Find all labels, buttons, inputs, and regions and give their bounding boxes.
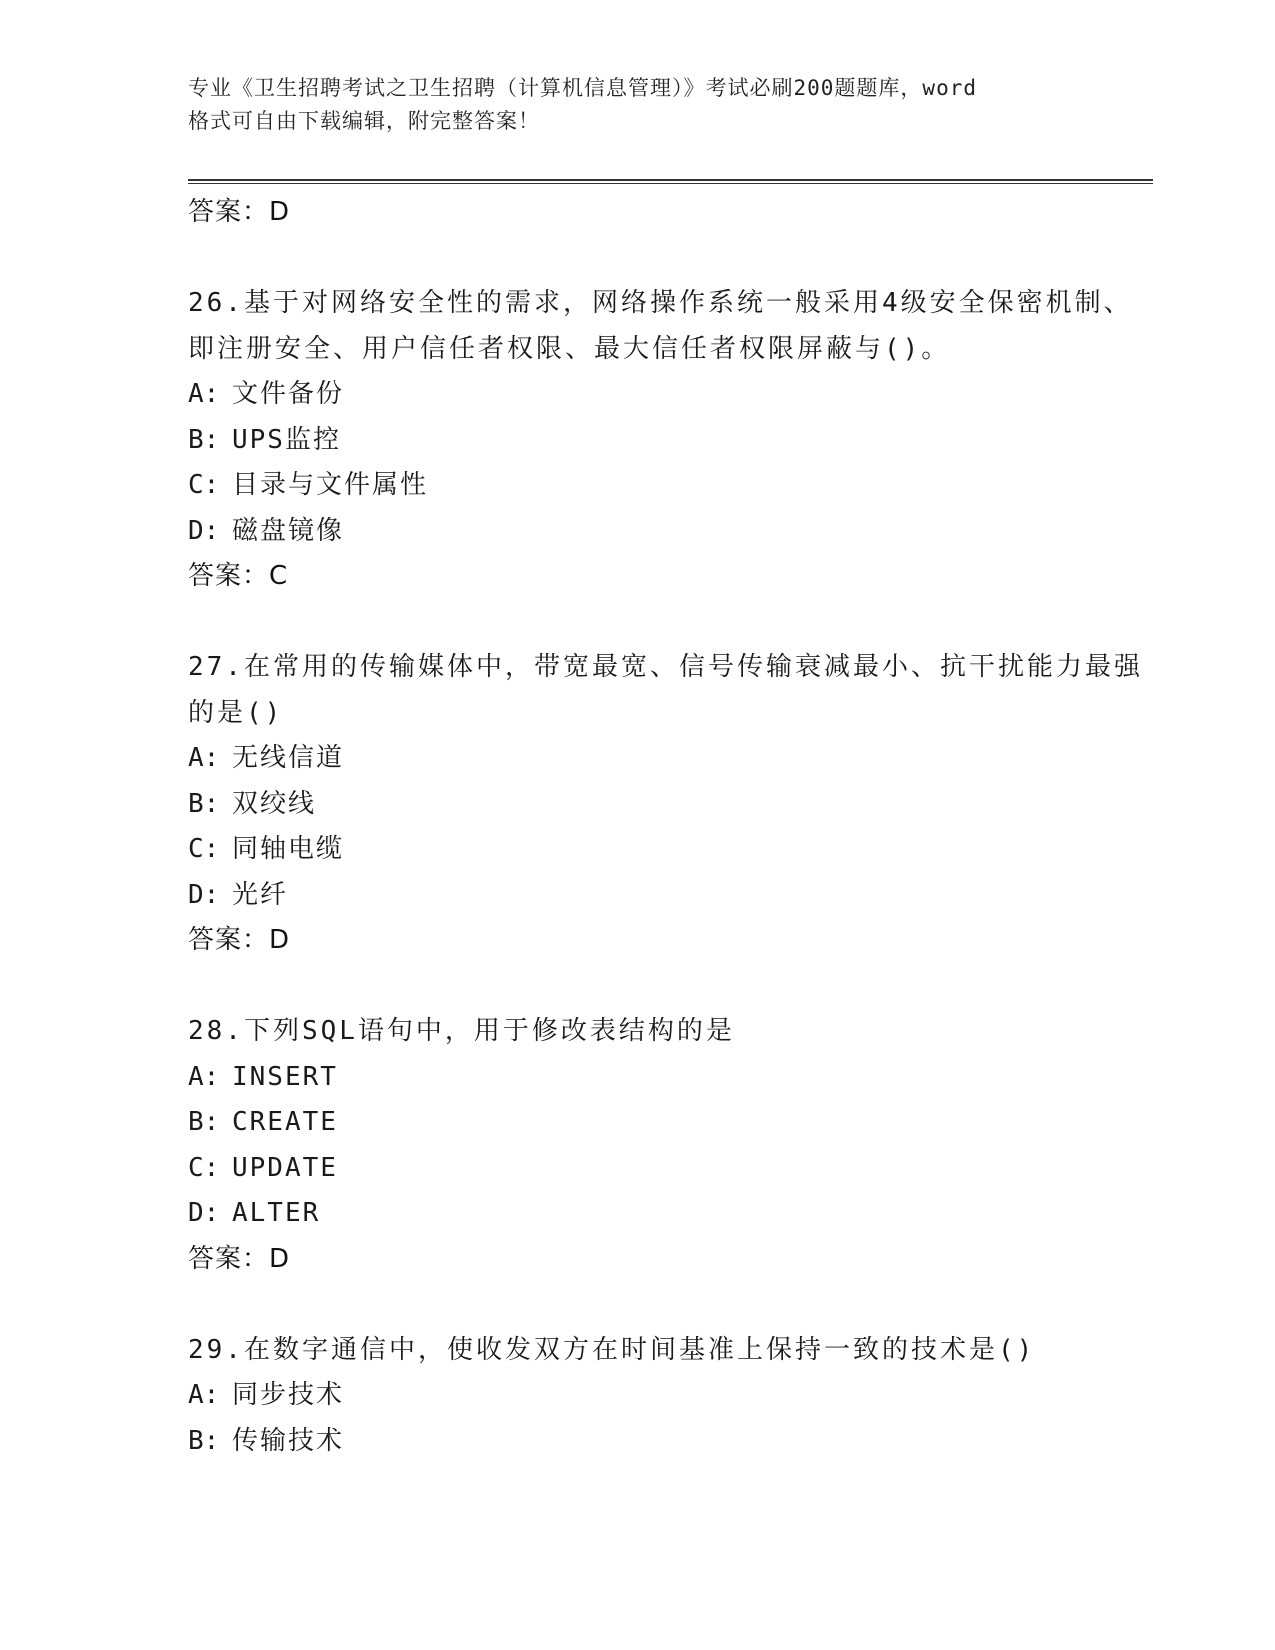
option-b: B: 传输技术: [188, 1425, 345, 1456]
option-d: D: ALTER: [188, 1198, 321, 1228]
option-c: C: UPDATE: [188, 1152, 338, 1183]
question-26: [188, 281, 1153, 599]
option-a: A: 同步技术: [188, 1380, 345, 1410]
option-c: C: 目录与文件属性: [188, 470, 429, 500]
question-text: 29.在数字通信中，使收发双方在时间基准上保持一致的技术是(): [188, 1334, 1036, 1365]
header-line-1: 专业《卫生招聘考试之卫生招聘（计算机信息管理）》考试必刷200题题库，word: [188, 76, 977, 100]
answer-line: 答案：D: [188, 925, 291, 955]
question-text: 26.基于对网络安全性的需求，网络操作系统一般采用4级安全保密机制、即注册安全、用户信任者权限、最大信任者权限屏蔽与()。: [188, 288, 1133, 364]
question-28: [188, 1009, 1153, 1282]
option-d: D: 磁盘镜像: [188, 515, 345, 546]
option-a: A: 无线信道: [188, 743, 345, 773]
question-text: 28.下列SQL语句中，用于修改表结构的是: [188, 1016, 735, 1046]
answer-line: 答案：D: [188, 1243, 291, 1274]
answer-line: 答案：D: [188, 197, 291, 227]
option-b: B: CREATE: [188, 1107, 338, 1137]
question-27: [188, 645, 1153, 963]
header-divider: [188, 179, 1153, 184]
option-b: B: 双绞线: [188, 788, 317, 819]
option-a: A: 文件备份: [188, 379, 345, 409]
question-text: 27.在常用的传输媒体中，带宽最宽、信号传输衰减最小、抗干扰能力最强的是(): [188, 652, 1143, 728]
answer-line: 答案：C: [188, 561, 289, 591]
option-d: D: 光纤: [188, 879, 289, 910]
option-a: A: INSERT: [188, 1061, 338, 1092]
header-line-2: 格式可自由下载编辑，附完整答案！: [188, 109, 540, 133]
option-b: B: UPS监控: [188, 424, 341, 455]
option-c: C: 同轴电缆: [188, 834, 345, 864]
document-header: [188, 72, 1088, 138]
question-29: [188, 1328, 1153, 1465]
question-list: [188, 190, 1153, 1464]
